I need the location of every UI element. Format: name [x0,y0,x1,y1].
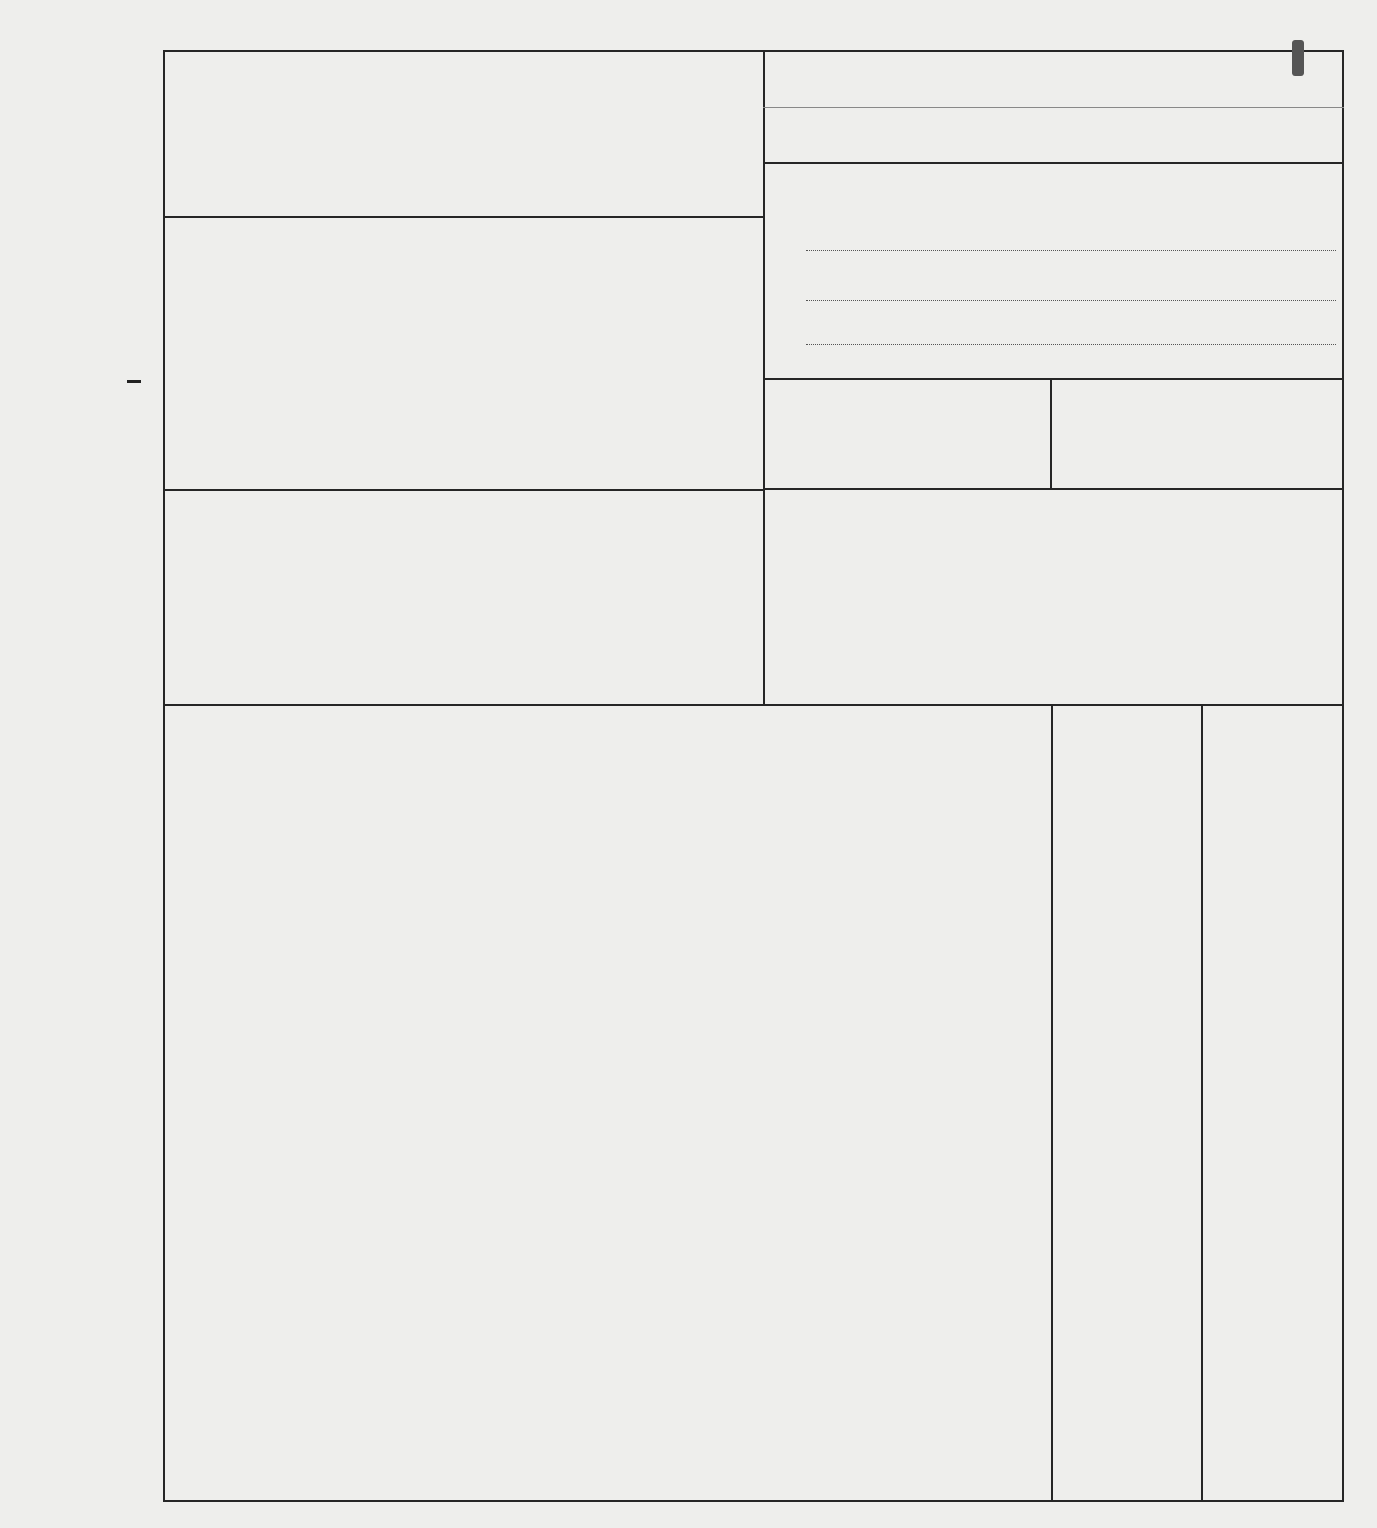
box1-bottom [163,216,764,218]
country-2-line-b [806,344,1336,345]
box4-5-divider [1050,378,1052,489]
box4-5-bottom [763,488,1344,490]
frame-top-left [163,50,764,52]
box6-7-bottom [163,704,1344,706]
country-2-line-a [806,300,1336,301]
fold-mark [127,380,141,383]
frame-left [163,50,165,1502]
country-1-line [806,250,1336,251]
eur-header-bottom [763,107,1344,108]
box9-10-divider [1201,704,1203,1501]
box8-9-divider [1051,704,1053,1501]
frame-top-right [763,50,1344,52]
note-row-bottom [763,162,1344,164]
frame-right [1342,50,1344,1502]
frame-bottom [163,1500,1344,1502]
serial-stamp-mark [1292,40,1304,76]
countries-box-bottom [763,378,1344,380]
box2-bottom [163,489,764,491]
field-8-label [173,715,1043,735]
